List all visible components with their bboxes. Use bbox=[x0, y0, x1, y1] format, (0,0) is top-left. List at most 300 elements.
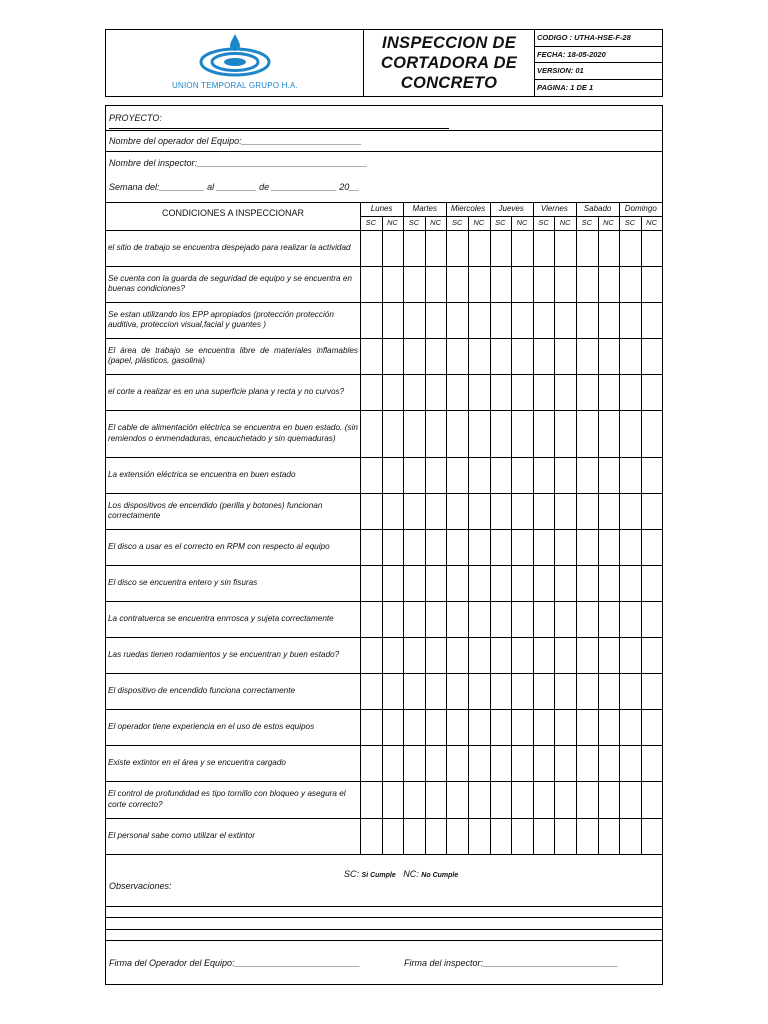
check-cell[interactable] bbox=[620, 602, 640, 636]
check-cell[interactable] bbox=[404, 231, 424, 265]
check-cell[interactable] bbox=[642, 674, 662, 708]
check-cell[interactable] bbox=[555, 303, 575, 337]
check-cell[interactable] bbox=[620, 458, 640, 492]
check-cell[interactable] bbox=[383, 375, 403, 409]
check-cell[interactable] bbox=[383, 339, 403, 373]
check-cell[interactable] bbox=[620, 819, 640, 853]
check-cell[interactable] bbox=[426, 710, 446, 744]
condition-text: El personal sabe como utilizar el extintor bbox=[108, 830, 255, 840]
check-cell[interactable] bbox=[512, 602, 532, 636]
check-cell[interactable] bbox=[469, 710, 489, 744]
check-cell[interactable] bbox=[426, 303, 446, 337]
check-cell[interactable] bbox=[642, 231, 662, 265]
nc-header: NC bbox=[386, 218, 398, 227]
check-cell[interactable] bbox=[555, 746, 575, 780]
check-cell[interactable] bbox=[426, 231, 446, 265]
semana-field[interactable]: Semana del:_________ al ________ de _____________ 20__ bbox=[109, 182, 360, 192]
check-cell[interactable] bbox=[361, 638, 381, 672]
check-cell[interactable] bbox=[491, 458, 511, 492]
check-cell[interactable] bbox=[491, 303, 511, 337]
legend-sc: SC: bbox=[344, 869, 360, 879]
check-cell[interactable] bbox=[404, 494, 424, 528]
check-cell[interactable] bbox=[534, 710, 554, 744]
sc-header: SC bbox=[581, 218, 592, 227]
check-cell[interactable] bbox=[642, 411, 662, 456]
check-cell[interactable] bbox=[361, 674, 381, 708]
check-cell[interactable] bbox=[577, 782, 597, 817]
check-cell[interactable] bbox=[404, 458, 424, 492]
check-cell[interactable] bbox=[642, 339, 662, 373]
check-cell[interactable] bbox=[426, 375, 446, 409]
check-cell[interactable] bbox=[534, 375, 554, 409]
observaciones-label: Observaciones: bbox=[109, 881, 172, 891]
check-cell[interactable] bbox=[404, 530, 424, 564]
proyecto-label: PROYECTO: bbox=[109, 113, 162, 123]
check-cell[interactable] bbox=[534, 674, 554, 708]
check-cell[interactable] bbox=[404, 339, 424, 373]
check-cell[interactable] bbox=[599, 566, 619, 600]
check-cell[interactable] bbox=[447, 566, 467, 600]
check-cell[interactable] bbox=[383, 819, 403, 853]
operador-field[interactable]: Nombre del operador del Equipo:________________________ bbox=[109, 136, 362, 146]
condition-row-1 bbox=[108, 231, 358, 265]
check-cell[interactable] bbox=[404, 602, 424, 636]
check-cell[interactable] bbox=[599, 819, 619, 853]
check-cell[interactable] bbox=[361, 710, 381, 744]
check-cell[interactable] bbox=[642, 710, 662, 744]
check-cell[interactable] bbox=[512, 411, 532, 456]
check-cell[interactable] bbox=[361, 494, 381, 528]
day-label-sabado: Sabado bbox=[583, 204, 612, 213]
check-cell[interactable] bbox=[469, 530, 489, 564]
check-cell[interactable] bbox=[383, 494, 403, 528]
check-cell[interactable] bbox=[620, 411, 640, 456]
check-cell[interactable] bbox=[620, 375, 640, 409]
check-cell[interactable] bbox=[642, 602, 662, 636]
check-cell[interactable] bbox=[426, 782, 446, 817]
check-cell[interactable] bbox=[555, 530, 575, 564]
check-cell[interactable] bbox=[426, 746, 446, 780]
obs-line[interactable] bbox=[106, 940, 662, 941]
check-cell[interactable] bbox=[469, 375, 489, 409]
check-cell[interactable] bbox=[361, 267, 381, 301]
check-cell[interactable] bbox=[491, 339, 511, 373]
check-cell[interactable] bbox=[447, 530, 467, 564]
condition-row-15 bbox=[108, 746, 358, 780]
check-cell[interactable] bbox=[642, 530, 662, 564]
check-cell[interactable] bbox=[404, 746, 424, 780]
check-cell[interactable] bbox=[469, 339, 489, 373]
sc-header: SC bbox=[495, 218, 506, 227]
check-cell[interactable] bbox=[577, 411, 597, 456]
check-cell[interactable] bbox=[555, 375, 575, 409]
check-cell[interactable] bbox=[469, 782, 489, 817]
check-cell[interactable] bbox=[361, 303, 381, 337]
check-cell[interactable] bbox=[383, 602, 403, 636]
check-cell[interactable] bbox=[447, 710, 467, 744]
check-cell[interactable] bbox=[620, 267, 640, 301]
obs-line[interactable] bbox=[106, 906, 662, 907]
check-cell[interactable] bbox=[534, 602, 554, 636]
check-cell[interactable] bbox=[361, 819, 381, 853]
check-cell[interactable] bbox=[512, 710, 532, 744]
condition-text: El área de trabajo se encuentra libre de materiales inflamables (papel, plásticos, gasolina) bbox=[108, 345, 358, 365]
check-cell[interactable] bbox=[491, 231, 511, 265]
condition-row-10 bbox=[108, 566, 358, 600]
condition-text: Las ruedas tienen rodamientos y se encuentran y buen estado? bbox=[108, 649, 340, 659]
check-cell[interactable] bbox=[512, 494, 532, 528]
check-cell[interactable] bbox=[404, 303, 424, 337]
check-cell[interactable] bbox=[599, 494, 619, 528]
condition-text: La contratuerca se encuentra enrrosca y sujeta correctamente bbox=[108, 613, 334, 623]
condition-text: El disco se encuentra entero y sin fisuras bbox=[108, 577, 258, 587]
check-cell[interactable] bbox=[447, 375, 467, 409]
check-cell[interactable] bbox=[404, 710, 424, 744]
check-cell[interactable] bbox=[512, 303, 532, 337]
firma-operador[interactable]: Firma del Operador del Equipo:_________________________ bbox=[109, 958, 360, 968]
condition-text: El cable de alimentación eléctrica se encuentra en buen estado. (sin remiendos o enmendaduras, encauchetado y sin quemaduras) bbox=[108, 423, 358, 443]
divider bbox=[106, 130, 662, 131]
check-cell[interactable] bbox=[383, 303, 403, 337]
check-cell[interactable] bbox=[383, 782, 403, 817]
table-top-border bbox=[106, 202, 662, 203]
condition-text: Existe extintor en el área y se encuentra cargado bbox=[108, 757, 286, 767]
check-cell[interactable] bbox=[534, 458, 554, 492]
check-cell[interactable] bbox=[469, 267, 489, 301]
check-cell[interactable] bbox=[642, 819, 662, 853]
check-cell[interactable] bbox=[361, 566, 381, 600]
check-cell[interactable] bbox=[361, 458, 381, 492]
check-cell[interactable] bbox=[491, 375, 511, 409]
check-cell[interactable] bbox=[426, 530, 446, 564]
check-cell[interactable] bbox=[447, 458, 467, 492]
check-cell[interactable] bbox=[447, 602, 467, 636]
check-cell[interactable] bbox=[469, 819, 489, 853]
condition-text: La extensión eléctrica se encuentra en buen estado bbox=[108, 469, 296, 479]
check-cell[interactable] bbox=[491, 819, 511, 853]
check-cell[interactable] bbox=[361, 339, 381, 373]
check-cell[interactable] bbox=[469, 674, 489, 708]
check-cell[interactable] bbox=[642, 458, 662, 492]
check-cell[interactable] bbox=[555, 602, 575, 636]
check-cell[interactable] bbox=[577, 231, 597, 265]
condition-row-11 bbox=[108, 602, 358, 636]
check-cell[interactable] bbox=[642, 746, 662, 780]
check-cell[interactable] bbox=[599, 411, 619, 456]
check-cell[interactable] bbox=[361, 746, 381, 780]
check-cell[interactable] bbox=[383, 566, 403, 600]
condition-row-7 bbox=[108, 458, 358, 492]
check-cell[interactable] bbox=[599, 458, 619, 492]
check-cell[interactable] bbox=[404, 638, 424, 672]
check-cell[interactable] bbox=[426, 602, 446, 636]
check-cell[interactable] bbox=[404, 267, 424, 301]
check-cell[interactable] bbox=[555, 458, 575, 492]
check-cell[interactable] bbox=[620, 746, 640, 780]
check-cell[interactable] bbox=[447, 782, 467, 817]
check-cell[interactable] bbox=[577, 339, 597, 373]
nc-header: NC bbox=[602, 218, 614, 227]
check-cell[interactable] bbox=[404, 782, 424, 817]
check-cell[interactable] bbox=[599, 267, 619, 301]
check-cell[interactable] bbox=[383, 638, 403, 672]
water-drop-logo-icon bbox=[195, 32, 275, 82]
obs-line[interactable] bbox=[106, 929, 662, 930]
check-cell[interactable] bbox=[447, 674, 467, 708]
check-cell[interactable] bbox=[491, 746, 511, 780]
condition-text: el sitio de trabajo se encuentra despejado para realizar la actividad bbox=[108, 242, 351, 252]
check-cell[interactable] bbox=[599, 638, 619, 672]
check-cell[interactable] bbox=[599, 602, 619, 636]
check-cell[interactable] bbox=[447, 267, 467, 301]
check-cell[interactable] bbox=[534, 494, 554, 528]
check-cell[interactable] bbox=[361, 411, 381, 456]
inspector-field[interactable]: Nombre del inspector:__________________________________ bbox=[109, 158, 368, 168]
check-cell[interactable] bbox=[577, 375, 597, 409]
check-cell[interactable] bbox=[447, 339, 467, 373]
logo-cell bbox=[106, 30, 364, 96]
sc-header: SC bbox=[365, 218, 376, 227]
condition-row-2 bbox=[108, 267, 358, 301]
check-cell[interactable] bbox=[426, 411, 446, 456]
check-cell[interactable] bbox=[555, 638, 575, 672]
condition-text: el corte a realizar es en una superficie plana y recta y no curvos? bbox=[108, 386, 345, 396]
check-cell[interactable] bbox=[620, 710, 640, 744]
firma-inspector[interactable]: Firma del inspector:___________________________ bbox=[404, 958, 619, 968]
check-cell[interactable] bbox=[512, 339, 532, 373]
check-cell[interactable] bbox=[491, 602, 511, 636]
check-cell[interactable] bbox=[577, 267, 597, 301]
check-cell[interactable] bbox=[599, 746, 619, 780]
check-cell[interactable] bbox=[426, 566, 446, 600]
check-cell[interactable] bbox=[469, 411, 489, 456]
check-cell[interactable] bbox=[361, 231, 381, 265]
check-cell[interactable] bbox=[577, 602, 597, 636]
inspection-form bbox=[105, 105, 663, 985]
check-cell[interactable] bbox=[577, 710, 597, 744]
check-cell[interactable] bbox=[555, 782, 575, 817]
check-cell[interactable] bbox=[534, 530, 554, 564]
condition-row-17 bbox=[108, 819, 358, 853]
day-label-jueves: Jueves bbox=[498, 204, 524, 213]
check-cell[interactable] bbox=[383, 674, 403, 708]
condition-row-3 bbox=[108, 303, 358, 337]
check-cell[interactable] bbox=[599, 375, 619, 409]
obs-line[interactable] bbox=[106, 917, 662, 918]
check-cell[interactable] bbox=[577, 638, 597, 672]
check-cell[interactable] bbox=[577, 530, 597, 564]
day-label-miercoles: Miercoles bbox=[450, 204, 486, 213]
check-cell[interactable] bbox=[577, 746, 597, 780]
check-cell[interactable] bbox=[599, 782, 619, 817]
proyecto-underline bbox=[109, 128, 449, 129]
table-bottom-border bbox=[106, 854, 662, 855]
meta-fecha: FECHA: 18-05-2020 bbox=[535, 47, 662, 64]
check-cell[interactable] bbox=[512, 231, 532, 265]
check-cell[interactable] bbox=[426, 339, 446, 373]
check-cell[interactable] bbox=[383, 267, 403, 301]
check-cell[interactable] bbox=[512, 746, 532, 780]
check-cell[interactable] bbox=[512, 674, 532, 708]
check-cell[interactable] bbox=[599, 674, 619, 708]
check-cell[interactable] bbox=[383, 710, 403, 744]
check-cell[interactable] bbox=[642, 638, 662, 672]
condition-text: Se estan utilizando los EPP apropiados (protección protección auditiva, proteccion visual,facial y guantes ) bbox=[108, 309, 334, 329]
check-cell[interactable] bbox=[534, 339, 554, 373]
check-cell[interactable] bbox=[447, 303, 467, 337]
check-cell[interactable] bbox=[404, 674, 424, 708]
check-cell[interactable] bbox=[577, 566, 597, 600]
sc-header: SC bbox=[408, 218, 420, 227]
check-cell[interactable] bbox=[469, 458, 489, 492]
check-cell[interactable] bbox=[383, 411, 403, 456]
check-cell[interactable] bbox=[491, 782, 511, 817]
check-cell[interactable] bbox=[512, 375, 532, 409]
check-cell[interactable] bbox=[512, 458, 532, 492]
check-cell[interactable] bbox=[383, 231, 403, 265]
check-cell[interactable] bbox=[404, 819, 424, 853]
check-cell[interactable] bbox=[491, 674, 511, 708]
check-cell[interactable] bbox=[555, 566, 575, 600]
check-cell[interactable] bbox=[534, 746, 554, 780]
check-cell[interactable] bbox=[383, 530, 403, 564]
check-cell[interactable] bbox=[620, 638, 640, 672]
check-cell[interactable] bbox=[577, 303, 597, 337]
check-cell[interactable] bbox=[491, 530, 511, 564]
check-cell[interactable] bbox=[555, 411, 575, 456]
check-cell[interactable] bbox=[620, 339, 640, 373]
check-cell[interactable] bbox=[599, 530, 619, 564]
check-cell[interactable] bbox=[599, 231, 619, 265]
check-cell[interactable] bbox=[599, 339, 619, 373]
check-cell[interactable] bbox=[642, 782, 662, 817]
check-cell[interactable] bbox=[447, 494, 467, 528]
title-line-3: CONCRETO bbox=[400, 74, 498, 92]
check-cell[interactable] bbox=[555, 819, 575, 853]
check-cell[interactable] bbox=[512, 530, 532, 564]
check-cell[interactable] bbox=[426, 674, 446, 708]
check-cell[interactable] bbox=[361, 602, 381, 636]
nc-header: NC bbox=[646, 218, 658, 227]
check-cell[interactable] bbox=[577, 674, 597, 708]
check-cell[interactable] bbox=[426, 819, 446, 853]
check-cell[interactable] bbox=[534, 638, 554, 672]
check-cell[interactable] bbox=[361, 375, 381, 409]
check-cell[interactable] bbox=[512, 782, 532, 817]
check-cell[interactable] bbox=[426, 638, 446, 672]
check-cell[interactable] bbox=[577, 819, 597, 853]
check-cell[interactable] bbox=[620, 303, 640, 337]
condition-row-8 bbox=[108, 494, 358, 528]
check-cell[interactable] bbox=[447, 231, 467, 265]
title-line-2: CORTADORA DE bbox=[380, 54, 518, 72]
day-label-domingo: Domingo bbox=[624, 204, 657, 213]
check-cell[interactable] bbox=[599, 303, 619, 337]
check-cell[interactable] bbox=[491, 638, 511, 672]
check-cell[interactable] bbox=[426, 267, 446, 301]
check-cell[interactable] bbox=[491, 494, 511, 528]
check-cell[interactable] bbox=[469, 746, 489, 780]
check-cell[interactable] bbox=[620, 782, 640, 817]
check-cell[interactable] bbox=[469, 638, 489, 672]
check-cell[interactable] bbox=[620, 674, 640, 708]
condition-text: El disco a usar es el correcto en RPM con respecto al equipo bbox=[108, 541, 330, 551]
check-cell[interactable] bbox=[383, 746, 403, 780]
check-cell[interactable] bbox=[534, 566, 554, 600]
check-cell[interactable] bbox=[534, 782, 554, 817]
conditions-header: CONDICIONES A INSPECCIONAR bbox=[161, 208, 305, 218]
check-cell[interactable] bbox=[469, 231, 489, 265]
check-cell[interactable] bbox=[642, 267, 662, 301]
check-cell[interactable] bbox=[642, 494, 662, 528]
check-cell[interactable] bbox=[534, 303, 554, 337]
nc-header: NC bbox=[473, 218, 485, 227]
company-name: UNION TEMPORAL GRUPO H.A. bbox=[172, 81, 298, 90]
check-cell[interactable] bbox=[469, 303, 489, 337]
check-cell[interactable] bbox=[361, 530, 381, 564]
check-cell[interactable] bbox=[620, 530, 640, 564]
check-cell[interactable] bbox=[555, 494, 575, 528]
check-cell[interactable] bbox=[534, 819, 554, 853]
check-cell[interactable] bbox=[620, 231, 640, 265]
check-cell[interactable] bbox=[555, 339, 575, 373]
check-cell[interactable] bbox=[620, 566, 640, 600]
check-cell[interactable] bbox=[383, 458, 403, 492]
check-cell[interactable] bbox=[469, 566, 489, 600]
nc-header: NC bbox=[516, 218, 528, 227]
check-cell[interactable] bbox=[555, 267, 575, 301]
check-cell[interactable] bbox=[404, 411, 424, 456]
check-cell[interactable] bbox=[491, 411, 511, 456]
check-cell[interactable] bbox=[404, 566, 424, 600]
check-cell[interactable] bbox=[534, 411, 554, 456]
check-cell[interactable] bbox=[426, 458, 446, 492]
check-cell[interactable] bbox=[577, 494, 597, 528]
check-cell[interactable] bbox=[491, 267, 511, 301]
check-cell[interactable] bbox=[642, 375, 662, 409]
check-cell[interactable] bbox=[426, 494, 446, 528]
check-cell[interactable] bbox=[620, 494, 640, 528]
check-cell[interactable] bbox=[512, 819, 532, 853]
check-cell[interactable] bbox=[361, 782, 381, 817]
check-cell[interactable] bbox=[447, 638, 467, 672]
check-cell[interactable] bbox=[555, 710, 575, 744]
check-cell[interactable] bbox=[534, 267, 554, 301]
check-cell[interactable] bbox=[469, 494, 489, 528]
title-line-1: INSPECCION DE bbox=[381, 34, 517, 52]
check-cell[interactable] bbox=[599, 710, 619, 744]
check-cell[interactable] bbox=[469, 602, 489, 636]
document-header bbox=[105, 29, 663, 97]
check-cell[interactable] bbox=[642, 566, 662, 600]
check-cell[interactable] bbox=[447, 746, 467, 780]
check-cell[interactable] bbox=[534, 231, 554, 265]
day-label-lunes: Lunes bbox=[370, 204, 393, 213]
condition-row-14 bbox=[108, 710, 358, 744]
check-cell[interactable] bbox=[555, 231, 575, 265]
check-cell[interactable] bbox=[512, 638, 532, 672]
check-cell[interactable] bbox=[447, 819, 467, 853]
check-cell[interactable] bbox=[555, 674, 575, 708]
check-cell[interactable] bbox=[642, 303, 662, 337]
check-cell[interactable] bbox=[404, 375, 424, 409]
check-cell[interactable] bbox=[491, 566, 511, 600]
check-cell[interactable] bbox=[447, 411, 467, 456]
check-cell[interactable] bbox=[491, 710, 511, 744]
check-cell[interactable] bbox=[512, 267, 532, 301]
check-cell[interactable] bbox=[512, 566, 532, 600]
check-cell[interactable] bbox=[577, 458, 597, 492]
